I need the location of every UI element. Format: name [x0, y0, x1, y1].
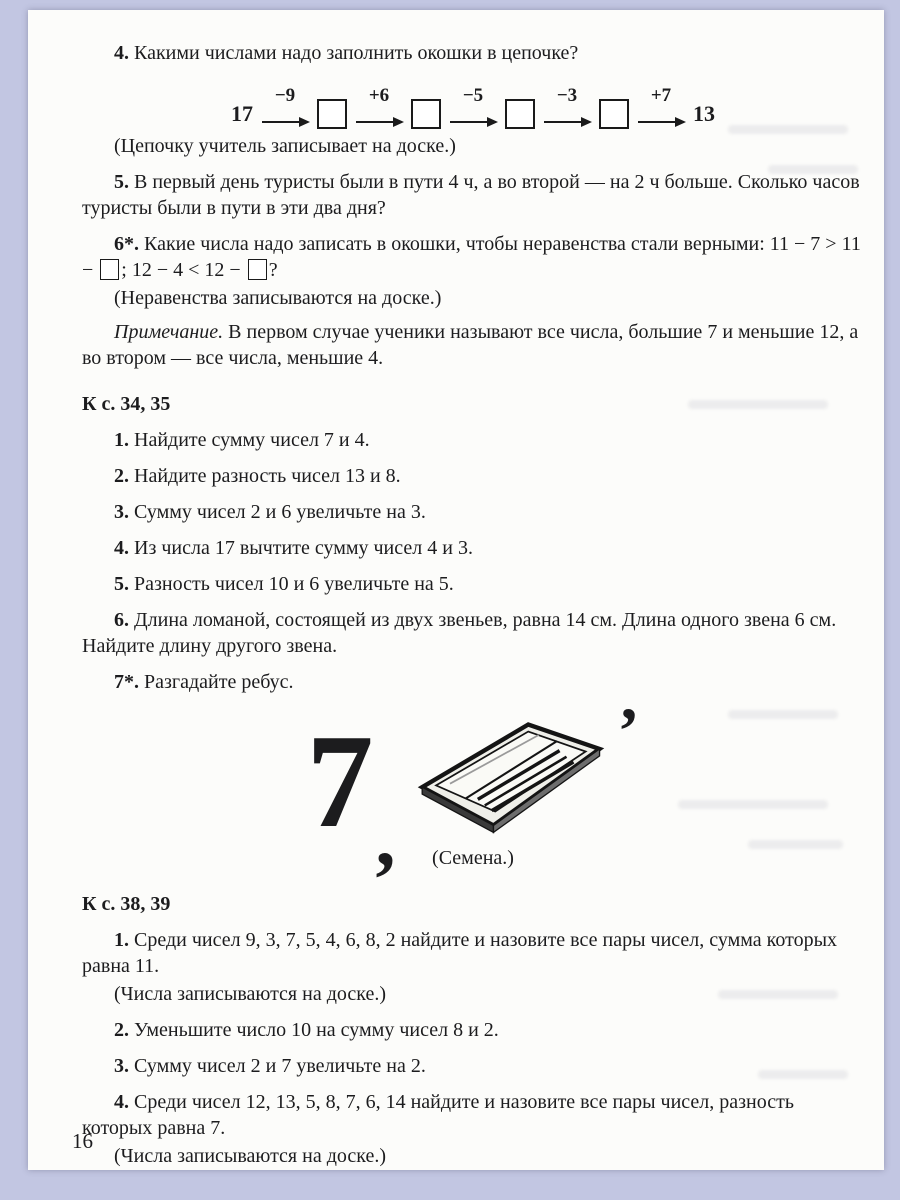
task-5: [82, 169, 864, 221]
p34-task-4-number: 4.: [114, 537, 129, 559]
p38-task-4-number: 4.: [114, 1091, 129, 1113]
task-6-teacher-note: (Неравенства записываются на доске.): [114, 287, 442, 309]
bleedthrough-mark: [768, 165, 858, 174]
bleedthrough-mark: [728, 710, 838, 719]
p34-task-4-text: Из числа 17 вычтите сумму чисел 4 и 3.: [134, 537, 473, 559]
p34-task-1: [82, 427, 864, 453]
p38-task-2-number: 2.: [114, 1019, 129, 1041]
chain-answer-box-3: [505, 99, 535, 129]
right-arrow-icon: [638, 121, 684, 124]
p34-task-6-text: Длина ломаной, состоящей из двух звеньев, равна 14 см. Длина одного звена 6 см. Найдите длину другого звена.: [82, 609, 837, 657]
task-6-number: 6*.: [114, 233, 139, 255]
p38-task-2-text: Уменьшите число 10 на сумму чисел 8 и 2.: [134, 1019, 499, 1041]
rebus-answer-caption: (Семена.): [432, 847, 514, 869]
bleedthrough-mark: [678, 800, 828, 809]
task-5-text: В первый день туристы были в пути 4 ч, а во второй — на 2 ч больше. Сколько часов туристы были в пути в эти два дня?: [82, 171, 860, 219]
task-4: [82, 40, 864, 66]
p38-task-4: [82, 1089, 864, 1141]
p38-task-3-number: 3.: [114, 1055, 129, 1077]
p34-task-5-number: 5.: [114, 573, 129, 595]
chain-step-2: [356, 84, 402, 121]
p34-task-5-text: Разность чисел 10 и 6 увеличьте на 5.: [134, 573, 454, 595]
right-arrow-icon: [356, 121, 402, 124]
bleedthrough-mark: [728, 125, 848, 134]
task-4-number: 4.: [114, 42, 129, 64]
p34-task-7-number: 7*.: [114, 671, 139, 693]
task-4-text: Какими числами надо заполнить окошки в цепочке?: [134, 42, 579, 64]
bleedthrough-mark: [688, 400, 828, 409]
p38-task-2: [82, 1017, 864, 1043]
p34-task-2-number: 2.: [114, 465, 129, 487]
p34-task-5: [82, 571, 864, 597]
task-6-text-part2: ; 12 − 4 < 12 −: [121, 259, 241, 281]
p34-task-3-text: Сумму чисел 2 и 6 увеличьте на 3.: [134, 501, 426, 523]
p34-task-7-text: Разгадайте ребус.: [144, 671, 294, 693]
pencil-case-drawing: [410, 714, 610, 836]
p38-task-3: [82, 1053, 864, 1079]
inequality-answer-box-1: [100, 259, 119, 280]
book-page: [28, 10, 884, 1170]
p38-task-4-text: Среди чисел 12, 13, 5, 8, 7, 6, 14 найдите и назовите все пары чисел, разность которых равна 7.: [82, 1091, 794, 1139]
remark-paragraph: [82, 319, 864, 371]
p34-task-1-number: 1.: [114, 429, 129, 451]
p34-task-2: [82, 463, 864, 489]
p34-task-3: [82, 499, 864, 525]
chain-end-number: 13: [693, 100, 715, 126]
bleedthrough-mark: [758, 1070, 848, 1079]
chain-teacher-note: (Цепочку учитель записывает на доске.): [114, 135, 456, 157]
chain-step-1: [262, 84, 308, 121]
p34-task-7: [82, 669, 864, 695]
right-arrow-icon: [544, 121, 590, 124]
right-arrow-icon: [450, 121, 496, 124]
p34-task-3-number: 3.: [114, 501, 129, 523]
rebus-comma: ,: [375, 795, 396, 883]
bleedthrough-mark: [718, 990, 838, 999]
chain-answer-box-2: [411, 99, 441, 129]
pencil-case-image: [410, 714, 610, 843]
number-chain: [82, 72, 864, 129]
chain-op-label-1: −9: [274, 84, 296, 106]
remark-text: В первом случае ученики называют все числа, большие 7 и меньшие 12, а во втором — все числа, меньшие 4.: [82, 321, 859, 369]
p38-task-1-number: 1.: [114, 929, 129, 951]
task-6-text-part1: Какие числа надо записать в окошки, чтобы неравенства стали верными: 11 − 7 > 11 −: [82, 233, 861, 281]
p38-task-1: [82, 927, 864, 979]
right-arrow-icon: [262, 121, 308, 124]
section-heading-p38-39: К с. 38, 39: [82, 893, 171, 915]
p38-task-3-text: Сумму чисел 2 и 7 увеличьте на 2.: [134, 1055, 426, 1077]
chain-step-5: [638, 84, 684, 121]
rebus-numeral-7: 7: [306, 707, 374, 856]
rebus-apostrophe: ’: [617, 695, 640, 768]
p38-task-4-note: (Числа записываются на доске.): [114, 1145, 387, 1167]
bleedthrough-mark: [748, 840, 843, 849]
p34-task-1-text: Найдите сумму чисел 7 и 4.: [134, 429, 370, 451]
section-heading-p34-35: К с. 34, 35: [82, 393, 171, 415]
chain-op-label-3: −5: [462, 84, 484, 106]
chain-op-label-4: −3: [556, 84, 578, 106]
chain-op-label-2: +6: [368, 84, 390, 106]
task-5-number: 5.: [114, 171, 129, 193]
p34-task-2-text: Найдите разность чисел 13 и 8.: [134, 465, 401, 487]
p38-task-1-note: (Числа записываются на доске.): [114, 983, 387, 1005]
p34-task-6: [82, 607, 864, 659]
p34-task-4: [82, 535, 864, 561]
page-number: 16: [72, 1129, 93, 1153]
p38-task-1-text: Среди чисел 9, 3, 7, 5, 4, 6, 8, 2 найдите и назовите все пары чисел, сумма которых равна 11.: [82, 929, 838, 977]
chain-answer-box-4: [599, 99, 629, 129]
chain-step-4: [544, 84, 590, 121]
remark-lead: Примечание.: [114, 321, 224, 343]
chain-answer-box-1: [317, 99, 347, 129]
p34-task-6-number: 6.: [114, 609, 129, 631]
task-6-text-part3: ?: [268, 259, 278, 281]
chain-start-number: 17: [231, 100, 253, 126]
chain-op-label-5: +7: [650, 84, 672, 106]
inequality-answer-box-2: [248, 259, 267, 280]
task-6: [82, 231, 864, 283]
chain-step-3: [450, 84, 496, 121]
